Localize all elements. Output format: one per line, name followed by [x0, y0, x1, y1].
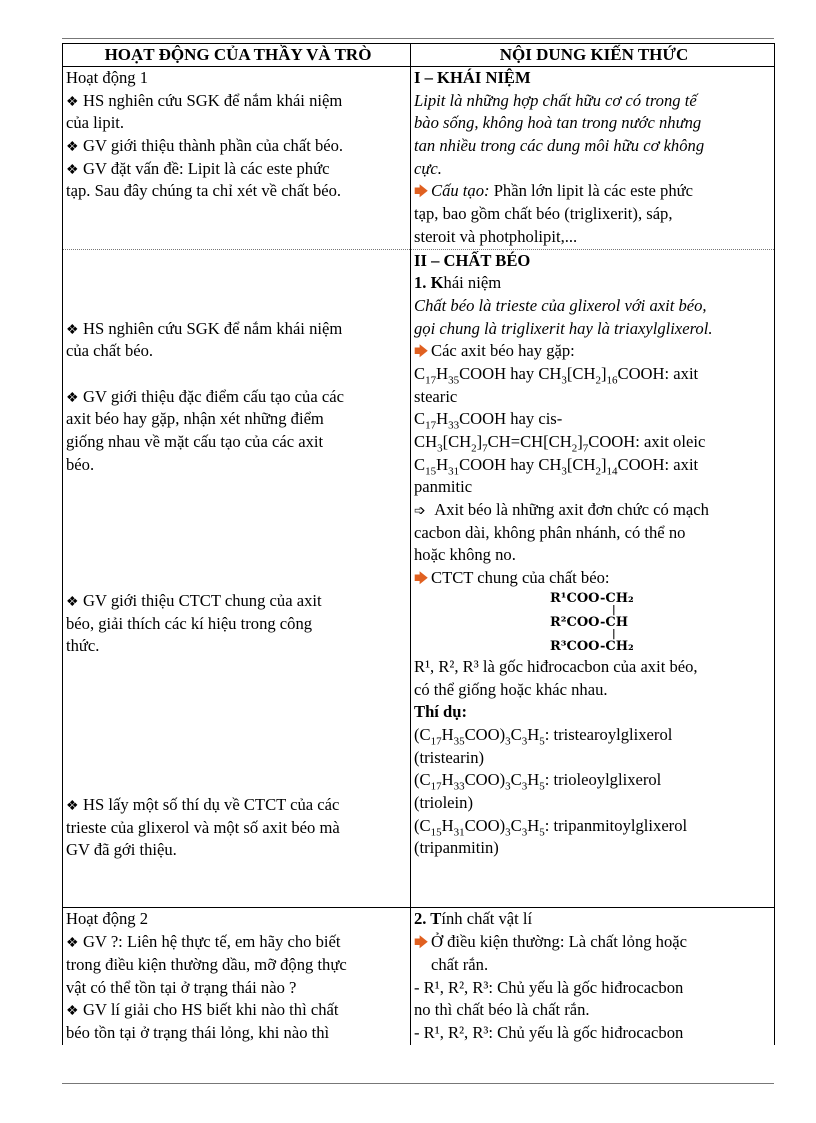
table-row	[63, 908, 775, 1045]
acid-formula: $C_{17}H_{35}COOH$ hay $CH_3[CH_2]_{16}COOH$: axit	[414, 363, 699, 387]
acid-formula: $CH_3[CH_2]_7CH=CH[CH_2]_7COOH$: axit oleic	[414, 432, 706, 455]
definition-line: tan nhiều trong các dung môi hữu cơ không	[414, 136, 705, 156]
subsection-title: hái niệm	[443, 273, 502, 293]
activity-line: của lipit.	[66, 113, 125, 133]
activity-line: béo.	[66, 454, 95, 474]
example-label: Thí dụ:	[414, 702, 468, 722]
section-heading: II – CHẤT BÉO	[414, 250, 531, 270]
structure-line: tạp, bao gồm chất béo (triglixerit), sáp,	[414, 204, 673, 224]
arrow-icon: 🡆	[414, 345, 429, 361]
header-activities: HOẠT ĐỘNG CỦA THẦY VÀ TRÒ	[63, 44, 411, 67]
r-note-line: R¹, R², R³ là gốc hiđrocacbon của axit béo,	[414, 656, 698, 676]
example-formula: $(C_{17}H_{33}COO)_3C_3H_5$: trioleoylglixerol	[414, 770, 662, 793]
acid-name: stearic	[414, 386, 458, 406]
ctct-label: CTCT chung của chất béo:	[431, 568, 610, 588]
lesson-table	[62, 43, 775, 1045]
triglyceride-structure: R¹COO-CH₂ | R²COO-CH | R³COO-CH₂	[550, 590, 634, 654]
conclusion-line: hoặc không no.	[414, 545, 516, 565]
activity-line: HS nghiên cứu SGK để nắm khái niệm	[83, 90, 343, 110]
example-formula: $(C_{15}H_{31}COO)_3C_3H_5$: tripanmitoylglixerol	[414, 815, 688, 838]
example-formula: $(C_{17}H_{35}COO)_3C_3H_5$: tristearoylglixerol	[414, 724, 673, 748]
definition-line: cực.	[414, 158, 442, 178]
bullet-icon: ❖	[66, 1004, 79, 1020]
top-rule	[62, 38, 774, 39]
bullet-icon: ❖	[66, 594, 79, 610]
structure-line: steroit và photpholipit,...	[414, 226, 578, 246]
activity-title: Hoạt động 2	[66, 909, 149, 929]
arrow-icon: 🡆	[414, 572, 429, 588]
activity-line: GV lí giải cho HS biết khi nào thì chất	[83, 1000, 339, 1020]
activity-line: GV giới thiệu thành phần của chất béo.	[83, 136, 344, 156]
property-line: - R¹, R², R³: Chủ yếu là gốc hiđrocacbon	[414, 1022, 684, 1042]
activity-line: GV giới thiệu CTCT chung của axit	[83, 590, 322, 610]
activity-line: giống nhau về mặt cấu tạo của các axit	[66, 432, 324, 451]
example-alt: (tripanmitin)	[414, 838, 499, 858]
activities-cell	[63, 908, 411, 1045]
bullet-icon: ❖	[66, 936, 79, 952]
table-row	[63, 67, 775, 250]
table-row	[63, 249, 775, 908]
definition-line: Chất béo là trieste của glixerol với axit béo,	[414, 295, 707, 315]
r-note-line: có thể giống hoặc khác nhau.	[414, 679, 608, 699]
bullet-icon: ❖	[66, 162, 79, 178]
bullet-icon: ❖	[66, 390, 79, 406]
activity-line: axit béo hay gặp, nhận xét những điểm	[66, 409, 324, 429]
activities-cell	[63, 249, 411, 908]
activity-line: của chất béo.	[66, 341, 154, 361]
subsection-number: 1. K	[414, 273, 444, 293]
conclusion-line: cacbon dài, không phân nhánh, có thể no	[414, 522, 686, 542]
acid-formula: $C_{17}H_{33}COOH$ hay cis-	[414, 409, 563, 432]
activity-line: vật có thể tồn tại ở trạng thái nào ?	[66, 977, 297, 997]
section-heading: I – KHÁI NIỆM	[414, 68, 531, 87]
acid-formula: $C_{15}H_{31}COOH$ hay $CH_3[CH_2]_{14}COOH$: axit	[414, 454, 699, 477]
table-header-row	[63, 44, 775, 67]
activity-line: GV ?: Liên hệ thực tế, em hãy cho biết	[83, 932, 341, 952]
conclusion-arrow-icon: ➩	[414, 504, 426, 520]
bullet-icon: ❖	[66, 94, 79, 110]
property-line: Ở điều kiện thường: Là chất lỏng hoặc	[431, 932, 688, 952]
property-line: - R¹, R², R³: Chủ yếu là gốc hiđrocacbon	[414, 977, 684, 997]
subsection-number: 2. T	[414, 909, 442, 929]
activity-line: HS nghiên cứu SGK để nắm khái niệm	[83, 318, 343, 338]
activity-line: tạp. Sau đây chúng ta chỉ xét về chất béo.	[66, 181, 342, 201]
structure-label: Cấu tạo:	[431, 181, 490, 201]
arrow-icon: 🡆	[414, 185, 429, 201]
bullet-icon: ❖	[66, 799, 79, 814]
example-alt: (triolein)	[414, 792, 473, 812]
example-alt: (tristearin)	[414, 747, 485, 767]
activity-line: GV giới thiệu đặc điểm cấu tạo của các	[83, 386, 344, 406]
property-line: chất rắn.	[431, 954, 489, 974]
content-cell	[411, 67, 775, 250]
bottom-rule	[62, 1083, 774, 1084]
content-cell	[411, 249, 775, 908]
property-line: no thì chất béo là chất rắn.	[414, 1000, 590, 1020]
activity-line: trieste của glixerol và một số axit béo mà	[66, 817, 340, 837]
acid-name: panmitic	[414, 477, 473, 497]
content-cell	[411, 908, 775, 1045]
bullet-icon: ❖	[66, 140, 79, 156]
bullet-icon: ❖	[66, 322, 79, 338]
definition-line: bào sống, không hoà tan trong nước nhưng	[414, 113, 702, 133]
definition-line: gọi chung là triglixerit hay là triaxylglixerol.	[414, 318, 713, 338]
header-content: NỘI DUNG KIẾN THỨC	[411, 44, 775, 67]
activity-line: béo, giải thích các kí hiệu trong công	[66, 613, 313, 633]
subsection-title: ính chất vật lí	[441, 909, 533, 929]
activity-line: GV đặt vấn đề: Lipit là các este phức	[83, 158, 330, 178]
structure-line: Phần lớn lipit là các este phức	[489, 181, 694, 201]
activity-line: thức.	[66, 636, 100, 656]
activity-line: HS lấy một số thí dụ về CTCT của các	[83, 795, 340, 814]
activity-line: GV đã gới thiệu.	[66, 840, 177, 860]
arrow-icon: 🡆	[414, 936, 429, 952]
activity-line: trong điều kiện thường dầu, mỡ động thực	[66, 954, 347, 974]
activity-title: Hoạt động 1	[66, 68, 149, 87]
definition-line: Lipit là những hợp chất hữu cơ có trong tế	[414, 90, 697, 110]
activity-line: béo tồn tại ở trạng thái lỏng, khi nào thì	[66, 1022, 330, 1042]
acids-label: Các axit béo hay gặp:	[431, 341, 575, 361]
conclusion-line: Axit béo là những axit đơn chức có mạch	[431, 500, 709, 520]
activities-cell	[63, 67, 411, 250]
